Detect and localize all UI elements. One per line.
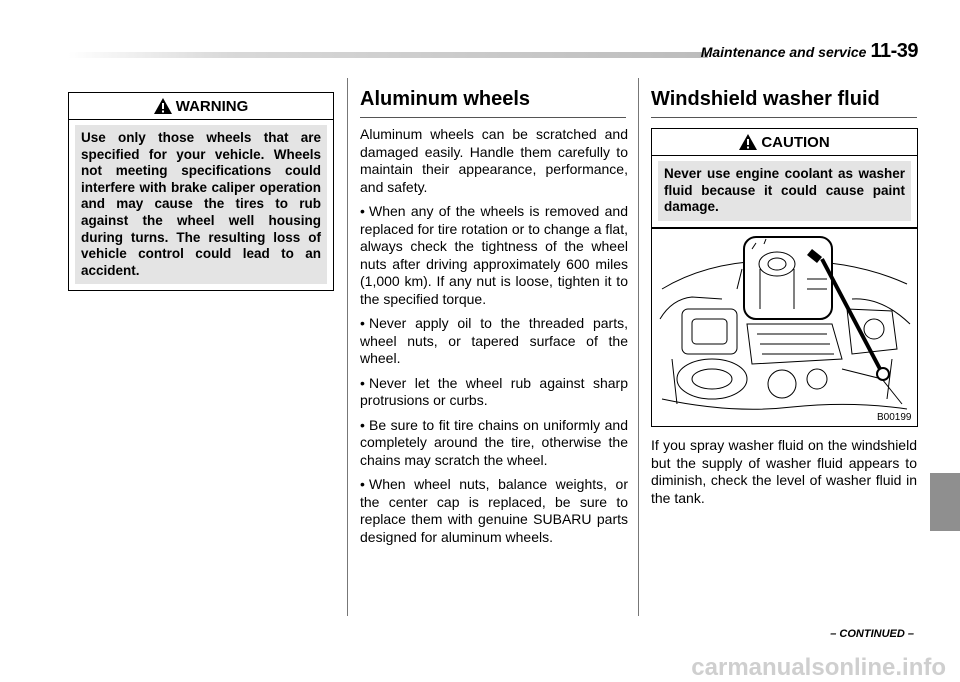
caution-icon [739,134,757,150]
aluminum-intro: Aluminum wheels can be scratched and damaged easily. Handle them carefully to maintain their appearance, performance, and safety. [360,126,628,195]
caution-text: Never use engine coolant as washer fluid because it could cause paint damage. [658,161,911,221]
bullet-item: • Never let the wheel rub against sharp protrusions or curbs. [360,374,628,408]
warning-icon [154,98,172,114]
bullet-icon: • [360,315,365,331]
bullet-icon: • [360,203,365,219]
header-rule [68,52,708,58]
chapter-tab [930,473,960,531]
aluminum-wheels-body [360,126,628,553]
engine-bay-illustration [652,229,917,426]
bullet-item: • When wheel nuts, balance weights, or the center cap is replaced, be sure to replace them with genuine SUBARU parts designed for aluminum wheels. [360,476,628,545]
washer-fluid-heading: Windshield washer fluid [651,88,917,118]
continued-label: – CONTINUED – [830,628,914,640]
page-number: 11-39 [870,40,918,62]
aluminum-wheels-heading: Aluminum wheels [360,88,626,118]
engine-bay-diagram [651,228,918,427]
bullet-item: • When any of the wheels is removed and replaced for tire rotation or to change a flat, always check the tightness of the wheel nuts after driving approximately 600 miles (1,000 km). If any nut is loose, tighten it to the specified torque. [360,203,628,307]
figure-code: B00199 [877,412,912,423]
bullet-icon: • [360,374,365,391]
column-divider [347,78,348,616]
warning-text: Use only those wheels that are specified for your vehicle. Wheels not meeting specifications could interfere with brake caliper operation and may cause the tires to rub against the wheel well housing during turns. The resulting loss of vehicle control could lead to an accident. [75,125,327,284]
washer-fluid-body: If you spray washer fluid on the windshield but the supply of washer fluid appears to diminish, check the level of washer fluid in the tank. [651,437,917,506]
site-watermark: carmanualsonline.info [691,654,946,681]
section-title: Maintenance and service [700,44,867,60]
bullet-item: • Never apply oil to the threaded parts, wheel nuts, or tapered surface of the wheel. [360,315,628,366]
caution-title-bar [651,128,918,156]
column-divider [638,78,639,616]
bullet-icon: • [360,416,365,433]
bullet-item: • Be sure to fit tire chains on uniformly and completely around the tire, otherwise the chains may scratch the wheel. [360,416,628,468]
bullet-icon: • [360,476,365,492]
warning-title-bar [68,92,334,120]
caution-title: CAUTION [761,133,830,151]
warning-title: WARNING [175,97,249,115]
caution-box [651,128,918,228]
page-header [701,40,918,63]
warning-box [68,92,334,291]
